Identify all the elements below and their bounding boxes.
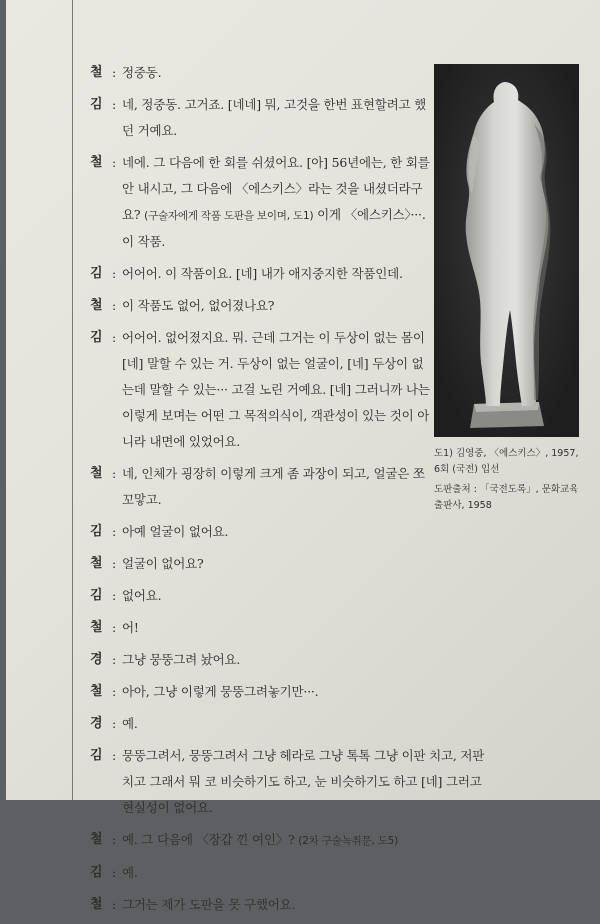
speaker-label: 김 — [90, 524, 103, 539]
dialogue-text: 예. — [122, 865, 138, 880]
dialogue-line: 철 : 얼굴이 없어요? — [90, 551, 430, 577]
dialogue-line: 경 : 그냥 뭉뚱그려 놨어요. — [90, 647, 430, 673]
dialogue-text: 그거는 제가 도판을 못 구했어요. — [122, 897, 296, 912]
dialogue-text: 정중동. — [122, 65, 162, 80]
stage-note: (구술자에게 작품 도판을 보이며, 도1) — [144, 210, 314, 222]
speaker-label: 김 — [90, 97, 103, 112]
speaker-label: 김 — [90, 266, 103, 281]
dialogue-text: 네, 정중동. 고거죠. [네네] 뭐, 고것을 한번 표현할려고 했던 거예요. — [122, 97, 427, 138]
dialogue-text: 이 작품도 없어, 없어졌나요? — [122, 298, 275, 313]
dialogue-line: 김 : 없어요. — [90, 583, 430, 609]
dialogue-text: 어어어. 없어졌지요. 뭐. 근데 그거는 이 두상이 없는 몸이 [네] 말할 수 있는 거. 두상이 없는 얼굴이, [네] 두상이 없는데 말할 수 있는··· 고걸 노린 거예요. [네] 그러니까 나는 이렇게 보며는 어떤 그 목적의식이, 객관성이 있는 것이 아니라 내면에 있었어요. — [122, 330, 430, 449]
caption-title: 도1) 김영중, 〈에스키스〉, 1957, 6회 (국전) 입선 — [434, 448, 579, 475]
speaker-label: 김 — [90, 588, 103, 603]
dialogue-text: 이게 〈에스키스〉···. 이 작품. — [122, 207, 426, 249]
stage-note: (2차 구술녹취문, 도5) — [298, 835, 399, 847]
speaker-label: 철 — [90, 897, 103, 912]
sculpture-photo — [434, 64, 579, 437]
caption-source: 도판출처 : 「국전도록」, 문화교육출판사, 1958 — [434, 484, 579, 511]
dialogue-line: 김 : 아예 얼굴이 없어요. — [90, 519, 430, 545]
dialogue-line: 철 : 네에. 그 다음에 한 회를 쉬셨어요. [아] 56년에는, 한 회를 안 내시고, 그 다음에 〈에스키스〉라는 것을 내셨더라구요? (구술자에게 작품 도판을 보이며, 도1) 이게 〈에스키스〉···. 이 작품. — [90, 150, 430, 255]
speaker-label: 철 — [90, 65, 103, 80]
speaker-label: 철 — [90, 684, 103, 699]
dialogue-line: 김 : 어어어. 없어졌지요. 뭐. 근데 그거는 이 두상이 없는 몸이 [네] 말할 수 있는 거. 두상이 없는 얼굴이, [네] 두상이 없는데 말할 수 있는··· 고걸 노린 거예요. [네] 그러니까 나는 이렇게 보며는 어떤 그 목적의식이, 객관성이 있는 것이 아니라 내면에 있었어요. — [90, 325, 430, 455]
speaker-label: 김 — [90, 330, 103, 345]
speaker-label: 경 — [90, 652, 103, 667]
dialogue-text: 예. — [122, 716, 138, 731]
dialogue-text: 네에. 그 다음에 한 회를 쉬셨어요. [아] 56년에는, 한 회를 안 내시고, 그 다음에 〈에스키스〉라는 것을 내셨더라구요? — [122, 155, 430, 222]
dialogue-line: 김 : 네, 정중동. 고거죠. [네네] 뭐, 고것을 한번 표현할려고 했던 거예요. — [90, 92, 430, 144]
interview-transcript — [90, 60, 485, 924]
speaker-label: 철 — [90, 298, 103, 313]
speaker-label: 김 — [90, 748, 103, 763]
dialogue-text: 어! — [122, 620, 139, 635]
dialogue-text: 아아, 그냥 이렇게 뭉뚱그려놓기만···. — [122, 684, 319, 699]
dialogue-line: 철 : 네, 인체가 굉장히 이렇게 크게 좀 과장이 되고, 얼굴은 쪼꼬맣고. — [90, 461, 430, 513]
dialogue-text: 얼굴이 없어요? — [122, 556, 204, 571]
dialogue-text: 뭉뚱그려서, 뭉뚱그려서 그냥 헤라로 그냥 톡톡 그냥 이판 치고, 저판 치고 그래서 뭐 코 비슷하기도 하고, 눈 비슷하기도 하고 [네] 그러고 현실성이 없어요. — [122, 748, 485, 815]
dialogue-text: 아예 얼굴이 없어요. — [122, 524, 229, 539]
dialogue-text: 없어요. — [122, 588, 162, 603]
dialogue-text: 네, 인체가 굉장히 이렇게 크게 좀 과장이 되고, 얼굴은 쪼꼬맣고. — [122, 466, 425, 507]
dialogue-text: 어어어. 이 작품이요. [네] 내가 애지중지한 작품인데. — [122, 266, 403, 281]
dialogue-line: 철 : 이 작품도 없어, 없어졌나요? — [90, 293, 430, 319]
figure-caption — [434, 446, 584, 518]
dialogue-line: 김 : 어어어. 이 작품이요. [네] 내가 애지중지한 작품인데. — [90, 261, 430, 287]
dialogue-text: 예. 그 다음에 〈장갑 낀 여인〉? — [122, 832, 295, 847]
margin-rule — [72, 0, 73, 800]
book-page — [6, 0, 600, 912]
sculpture-figure-image — [434, 64, 579, 437]
speaker-label: 철 — [90, 556, 103, 571]
speaker-label: 경 — [90, 716, 103, 731]
speaker-label: 철 — [90, 620, 103, 635]
speaker-label: 김 — [90, 865, 103, 880]
dialogue-line: 김 : 예. — [90, 860, 430, 886]
dialogue-line: 철 : 아아, 그냥 이렇게 뭉뚱그려놓기만···. — [90, 679, 430, 705]
speaker-label: 철 — [90, 466, 103, 481]
dialogue-line: 철 : 예. 그 다음에 〈장갑 낀 여인〉? (2차 구술녹취문, 도5) — [90, 827, 490, 854]
speaker-label: 철 — [90, 832, 103, 847]
dialogue-line: 철 : 어! — [90, 615, 430, 641]
dialogue-line: 철 : 그거는 제가 도판을 못 구했어요. — [90, 892, 430, 918]
dialogue-text: 그냥 뭉뚱그려 놨어요. — [122, 652, 241, 667]
dialogue-line: 김 : 뭉뚱그려서, 뭉뚱그려서 그냥 헤라로 그냥 톡톡 그냥 이판 치고, 저판 치고 그래서 뭐 코 비슷하기도 하고, 눈 비슷하기도 하고 [네] 그러고 현실성이 없어요. — [90, 743, 490, 821]
dialogue-line: 철 : 정중동. — [90, 60, 430, 86]
speaker-label: 철 — [90, 155, 103, 170]
dialogue-line: 경 : 예. — [90, 711, 430, 737]
